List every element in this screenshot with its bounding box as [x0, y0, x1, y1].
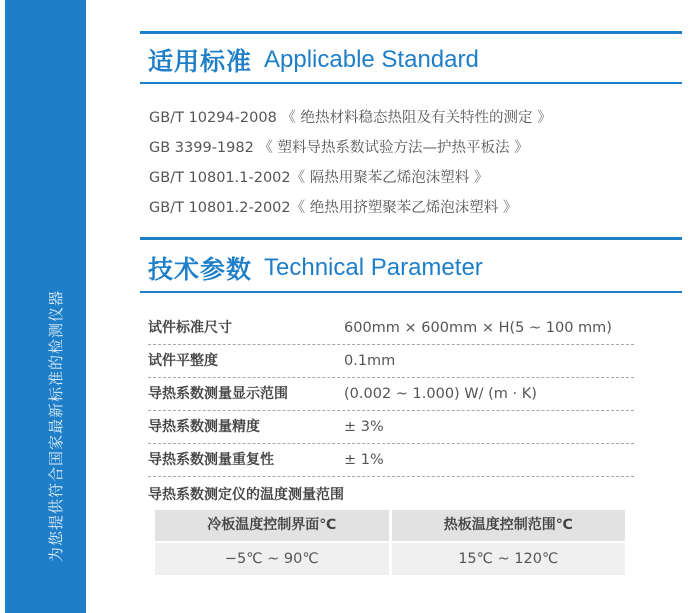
- parameter-row: [148, 378, 634, 411]
- technical-parameter-title-en: Technical Parameter: [264, 254, 483, 281]
- hot-plate-header: 热板温度控制范围℃: [392, 510, 626, 541]
- parameter-value: 600mm × 600mm × H(5 ~ 100 mm): [344, 320, 612, 336]
- parameter-value: ± 1%: [344, 452, 384, 468]
- temperature-range-title: 导热系数测定仪的温度测量范围: [148, 487, 344, 503]
- parameter-table: [148, 312, 634, 477]
- standard-item: GB/T 10294-2008 《 绝热材料稳态热阻及有关特性的测定 》: [149, 110, 552, 126]
- parameter-row: [148, 444, 634, 477]
- parameter-label: 试件标准尺寸: [148, 320, 232, 336]
- parameter-value: (0.002 ~ 1.000) W/ (m · K): [344, 386, 537, 402]
- cold-plate-range: −5℃ ~ 90℃: [155, 543, 389, 575]
- section-divider: [140, 237, 682, 240]
- temperature-table-row: [155, 543, 625, 575]
- technical-parameter-heading: [148, 248, 483, 288]
- temperature-table-header: [155, 510, 625, 541]
- temperature-range-table: [155, 510, 625, 575]
- applicable-standard-heading: [148, 40, 479, 80]
- parameter-label: 导热系数测量显示范围: [148, 386, 288, 402]
- top-divider: [140, 31, 682, 34]
- standard-item: GB/T 10801.1-2002《 隔热用聚苯乙烯泡沫塑料 》: [149, 170, 489, 186]
- parameter-row: [148, 411, 634, 444]
- standard-item: GB/T 10801.2-2002《 绝热用挤塑聚苯乙烯泡沫塑料 》: [149, 200, 518, 216]
- applicable-standard-title-cn: 适用标准: [148, 47, 253, 76]
- parameter-label: 导热系数测量精度: [148, 419, 260, 435]
- technical-parameter-title-cn: 技术参数: [148, 255, 253, 284]
- parameter-label: 试件平整度: [148, 353, 218, 369]
- applicable-standard-title-en: Applicable Standard: [264, 46, 479, 73]
- hot-plate-range: 15℃ ~ 120℃: [392, 543, 626, 575]
- section-divider: [140, 291, 682, 293]
- parameter-value: ± 3%: [344, 419, 384, 435]
- standard-list: [149, 103, 552, 223]
- section-divider: [140, 82, 682, 84]
- standard-item: GB 3399-1982 《 塑料导热系数试验方法—护热平板法 》: [149, 140, 529, 156]
- cold-plate-header: 冷板温度控制界面℃: [155, 510, 389, 541]
- sidebar-slogan: 为您提供符合国家最新标准的检测仪器: [47, 289, 65, 562]
- parameter-row: [148, 345, 634, 378]
- parameter-value: 0.1mm: [344, 353, 396, 369]
- parameter-row: [148, 312, 634, 345]
- parameter-label: 导热系数测量重复性: [148, 452, 274, 468]
